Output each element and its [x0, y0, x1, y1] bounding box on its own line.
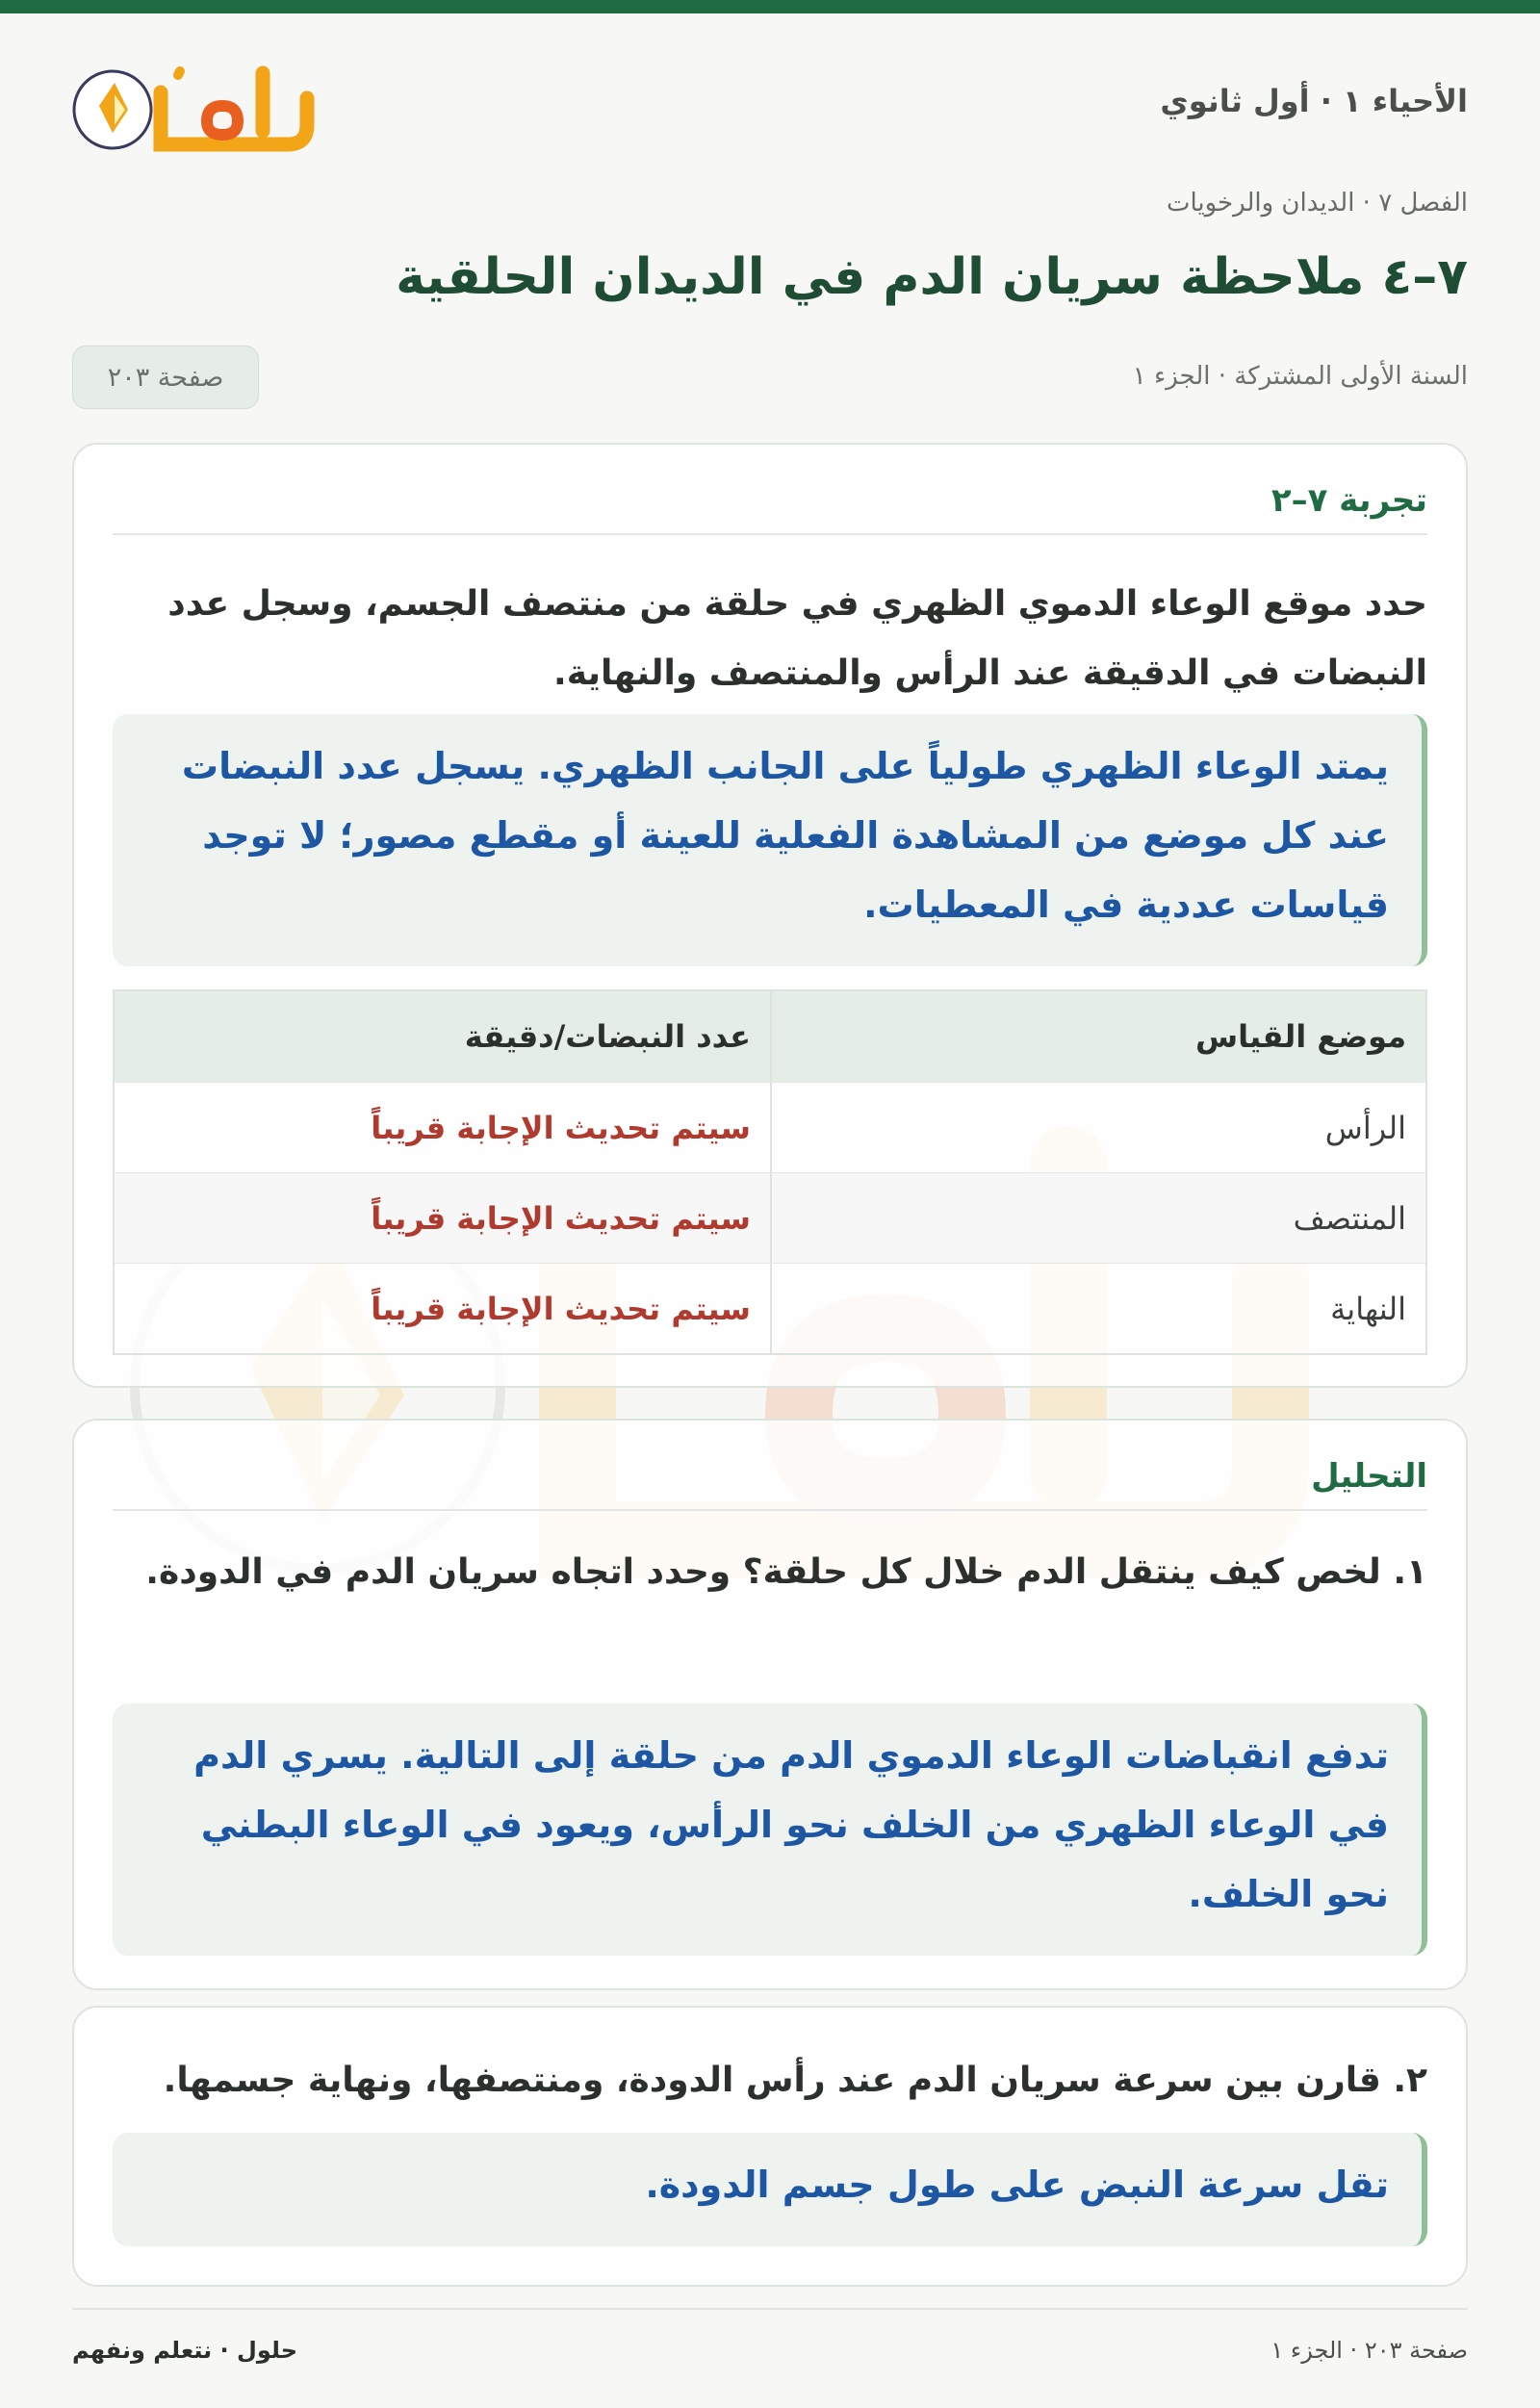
breadcrumb[interactable]: الأحياء ١ · أول ثانوي [1160, 83, 1468, 119]
page-container [72, 13, 1468, 2206]
analysis-answer-1: تدفع انقباضات الوعاء الدموي الدم من حلقة إلى التالية. يسري الدم في الوعاء الظهري من الخلف نحو الرأس، ويعود في الوعاء البطني نحو الخلف. [113, 1704, 1427, 1956]
table-cell: الرأس [770, 1083, 1425, 1172]
analysis-question-1: ١. لخص كيف ينتقل الدم خلال كل حلقة؟ وحدد اتجاه سريان الدم في الدودة. [145, 1552, 1427, 1592]
table-cell: سيتم تحديث الإجابة قريباً [371, 1109, 751, 1146]
table-cell: سيتم تحديث الإجابة قريباً [371, 1199, 751, 1237]
experiment-heading: تجربة ٧–٢ [1270, 481, 1427, 520]
table-cell: النهاية [770, 1264, 1425, 1353]
footer-divider [72, 2308, 1468, 2310]
experiment-question: حدد موقع الوعاء الدموي الظهري في حلقة من منتصف الجسم، وسجل عدد النبضات في الدقيقة عند الرأس والمنتصف والنهاية. [167, 584, 1427, 693]
table-cell: المنتصف [770, 1173, 1425, 1263]
hulul-logo-icon[interactable] [72, 56, 322, 162]
analysis-card-2 [72, 2006, 1468, 2287]
table-header-cell: موضع القياس [770, 991, 1425, 1082]
table-header-row [115, 991, 1425, 1082]
footer-brand[interactable]: حلول · نتعلم ونفهم [72, 2337, 297, 2364]
table-cell: سيتم تحديث الإجابة قريباً [371, 1290, 751, 1327]
table-row [115, 1172, 1425, 1263]
pulse-table [113, 989, 1427, 1355]
card-header [113, 1421, 1427, 1511]
page-header [72, 13, 1468, 206]
top-accent-bar [0, 0, 1540, 13]
analysis-card [72, 1419, 1468, 1990]
experiment-card [72, 443, 1468, 1388]
page-number-badge: صفحة ٢٠٣ [72, 346, 259, 409]
analysis-answer-2: تقل سرعة النبض على طول جسم الدودة. [113, 2133, 1427, 2246]
footer-page-info: صفحة ٢٠٣ · الجزء ١ [1270, 2337, 1468, 2364]
analysis-question-2: ٢. قارن بين سرعة سريان الدم عند رأس الدودة، ومنتصفها، ونهاية جسمها. [163, 2061, 1427, 2100]
table-row [115, 1082, 1425, 1172]
table-header-cell: عدد النبضات/دقيقة [464, 1018, 751, 1055]
experiment-answer: يمتد الوعاء الظهري طولياً على الجانب الظهري. يسجل عدد النبضات عند كل موضع من المشاهدة الفعلية للعينة أو مقطع مصور؛ لا توجد قياسات عددية في المعطيات. [113, 714, 1427, 966]
lesson-meta: السنة الأولى المشتركة · الجزء ١ [1132, 362, 1468, 391]
table-row [115, 1263, 1425, 1353]
card-header [113, 445, 1427, 535]
chapter-label: الفصل ٧ · الديدان والرخويات [1166, 189, 1468, 218]
page-title: ٧–٤ ملاحظة سريان الدم في الديدان الحلقية [396, 248, 1468, 306]
analysis-heading: التحليل [1311, 1457, 1427, 1496]
